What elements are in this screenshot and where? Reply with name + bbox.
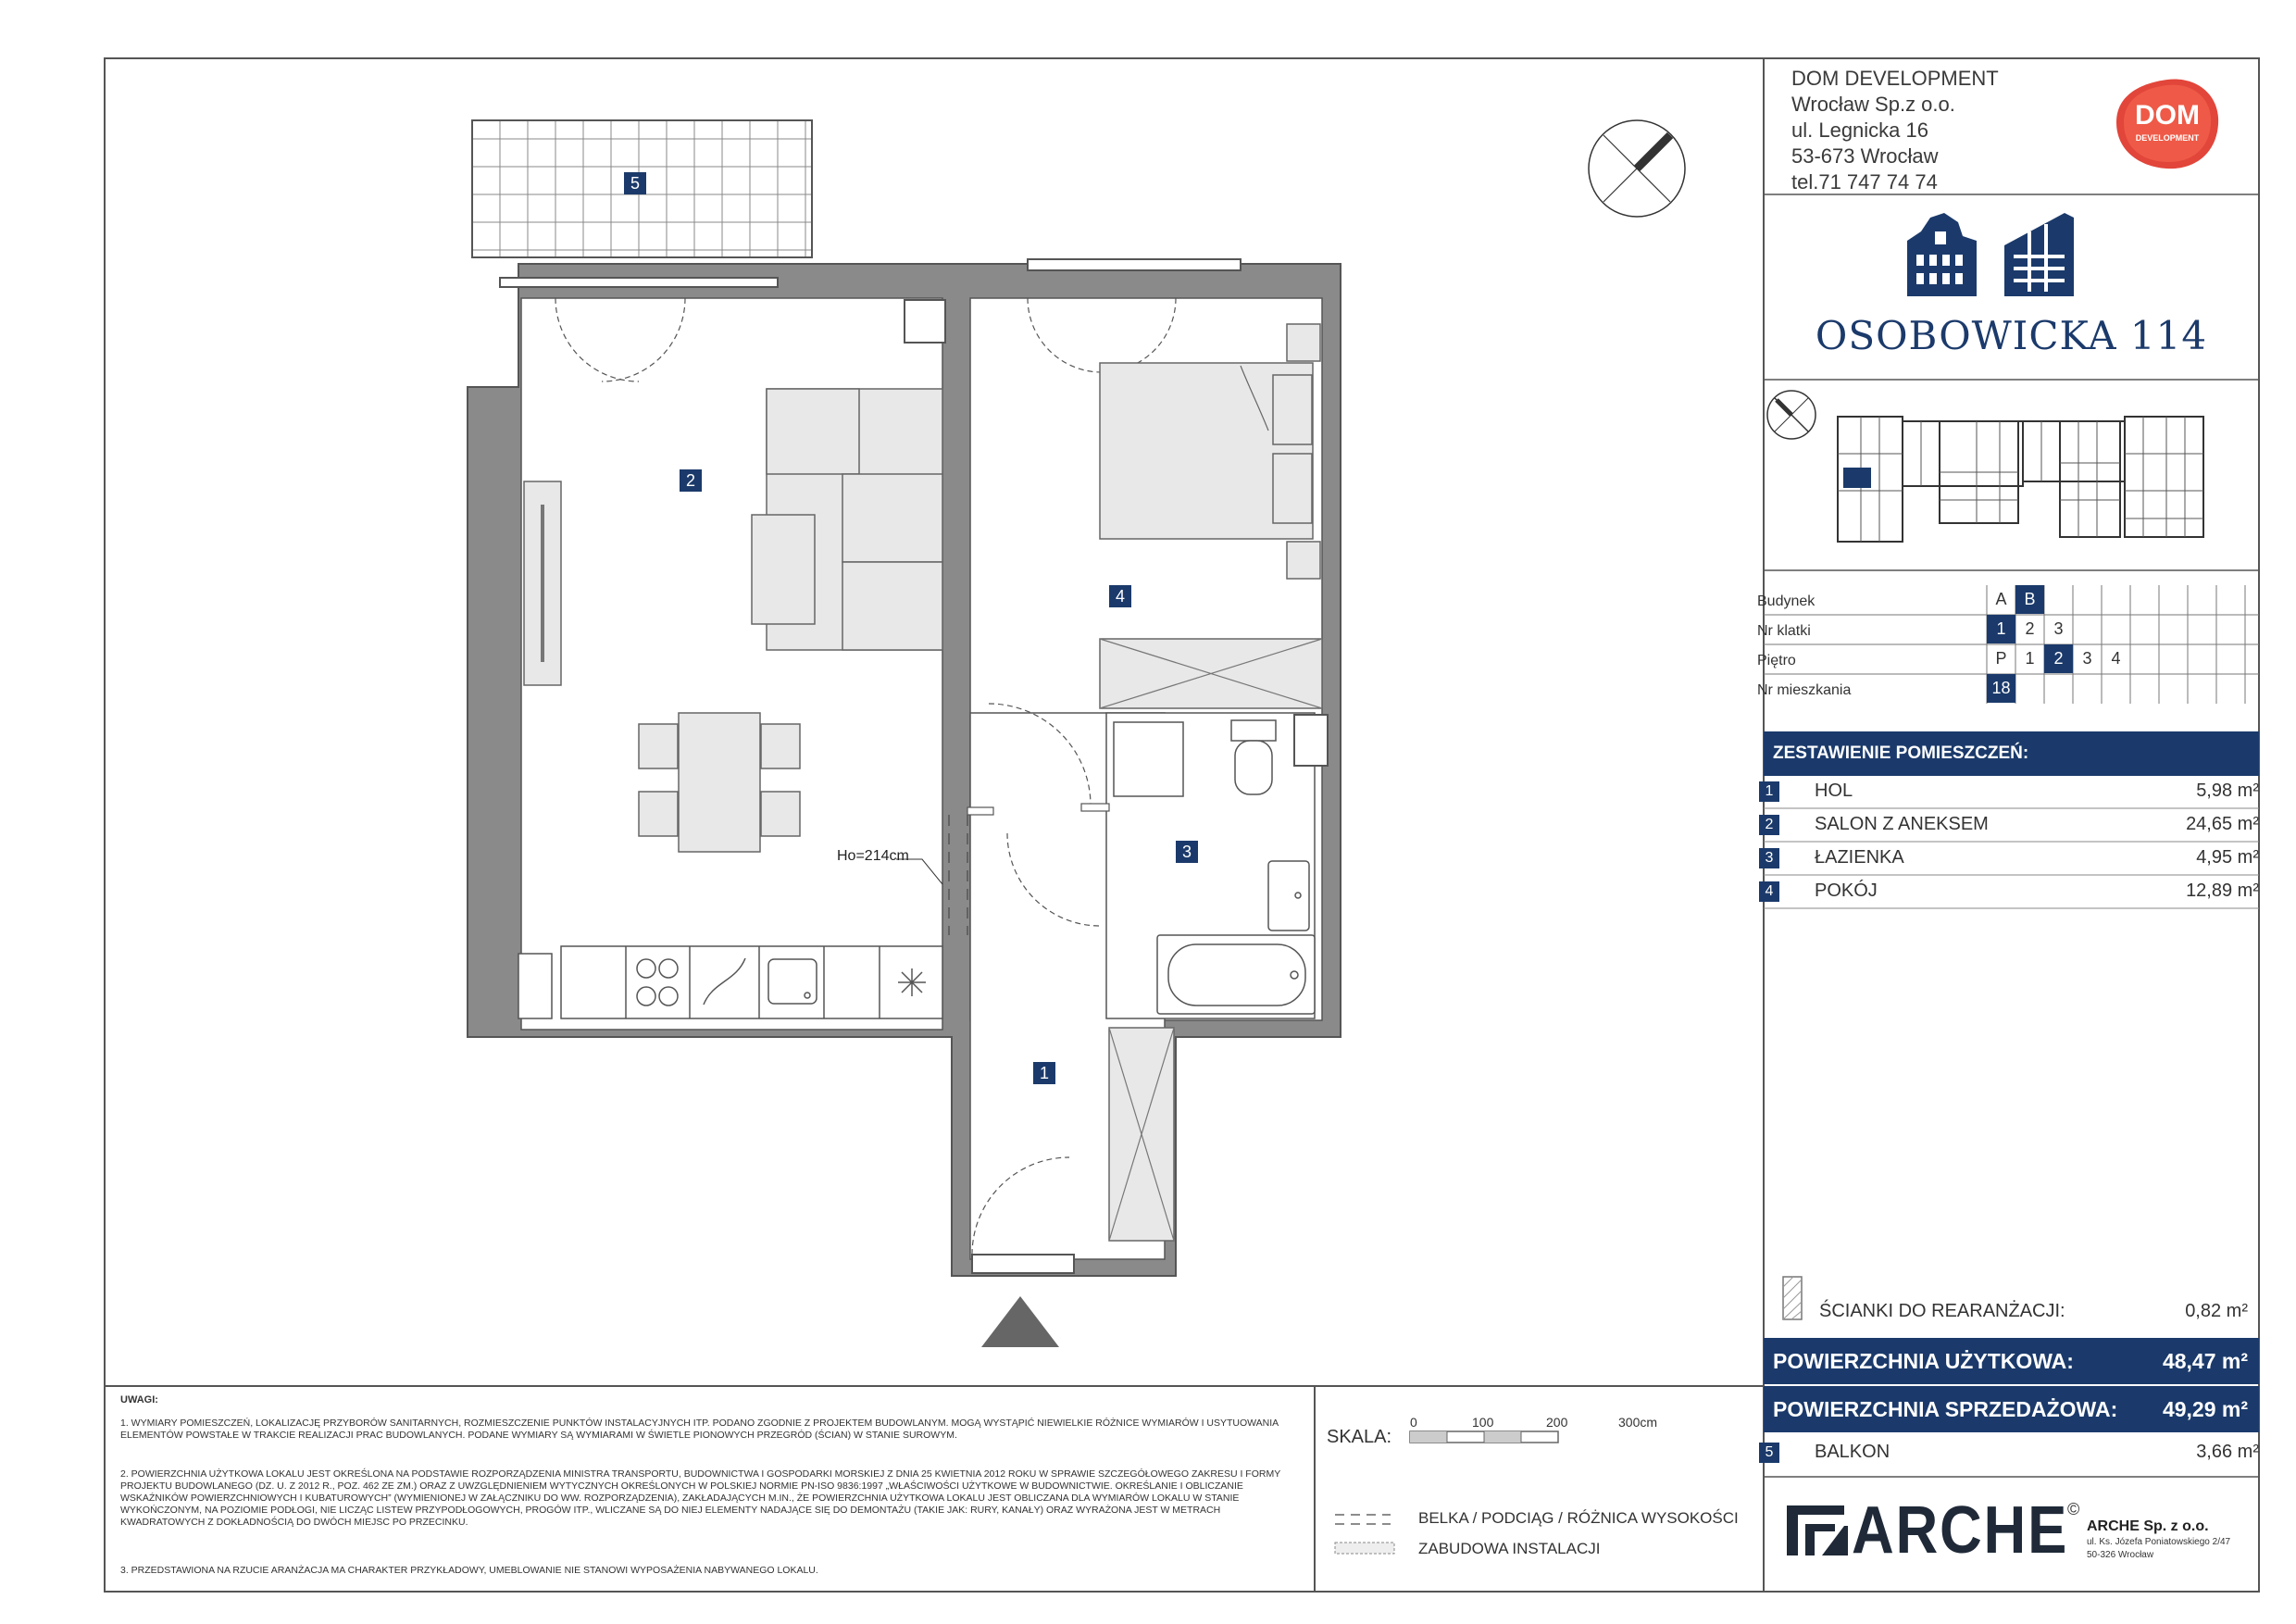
room-row-balkon <box>1759 1437 2259 1468</box>
salon-window <box>500 278 778 287</box>
sprzedazowa-label: POWIERZCHNIA SPRZEDAŻOWA: <box>1773 1397 2118 1421</box>
arche-copyright-mark: © <box>2067 1500 2080 1518</box>
pietro-option-2: 2 <box>2044 644 2073 673</box>
scale-bar <box>1409 1430 1562 1445</box>
entrance-arrow-icon <box>981 1296 1059 1347</box>
uzytkowa-bar <box>1764 1338 2259 1384</box>
company-phone: tel.71 747 74 74 <box>1791 170 1938 194</box>
room-name: HOL <box>1815 781 1853 801</box>
height-note: Ho=214cm <box>837 848 909 864</box>
room-area: 24,65 m² <box>2186 814 2259 834</box>
bathroom-shaft <box>1294 715 1328 766</box>
rooms-separators <box>1764 776 2259 911</box>
washbasin <box>1268 861 1309 931</box>
room-label-2: 2 <box>680 469 702 492</box>
project-title: OSOBOWICKA 114 <box>1815 313 2208 358</box>
mieszkanie-label: Nr mieszkania <box>1757 682 1852 698</box>
company-name: DOM DEVELOPMENT <box>1791 67 1999 90</box>
scale-tick-0: 0 <box>1410 1415 1417 1430</box>
arche-address-1: ul. Ks. Józefa Poniatowskiego 2/47 <box>2087 1537 2231 1547</box>
room-label-1: 1 <box>1033 1062 1055 1084</box>
klatka-label: Nr klatki <box>1757 623 1811 639</box>
arche-company-name: ARCHE Sp. z o.o. <box>2087 1518 2209 1534</box>
legend-icons <box>1333 1509 1398 1561</box>
legend-belka-label: BELKA / PODCIĄG / RÓŻNICA WYSOKOŚCI <box>1418 1509 1739 1527</box>
scianki-hatch-icon <box>1782 1276 1803 1320</box>
arche-logo-mark-icon <box>1785 1502 1850 1557</box>
klatka-option-2: 2 <box>2025 619 2035 638</box>
scianki-value: 0,82 m² <box>2185 1301 2248 1321</box>
budynek-option-b: B <box>2015 585 2044 614</box>
coffee-table <box>752 515 815 624</box>
budynek-option-a: A <box>1995 590 2007 608</box>
logo-dom-text: DOM <box>2135 100 2200 131</box>
scale-label: SKALA: <box>1327 1427 1392 1447</box>
toilet-bowl <box>1235 741 1272 794</box>
room-number: 2 <box>1759 815 1779 835</box>
note-3: 3. PRZEDSTAWIONA NA RZUCIE ARANŻACJA MA CHARAKTER PRZYKŁADOWY, UMEBLOWANIE NIE STANOWI WYPOSAŻENIA NABYWANEGO LOKALU. <box>120 1565 818 1576</box>
sprzedazowa-bar <box>1764 1386 2259 1432</box>
kitchen-counter <box>561 946 942 1018</box>
key-plan-compass-icon <box>1767 391 1816 439</box>
uzytkowa-label: POWIERZCHNIA UŻYTKOWA: <box>1773 1349 2074 1373</box>
room-name: POKÓJ <box>1815 881 1878 901</box>
room-area: 4,95 m² <box>2196 847 2259 868</box>
company-subname: Wrocław Sp.z o.o. <box>1791 93 1955 116</box>
room-area: 5,98 m² <box>2196 781 2259 801</box>
room-label-4: 4 <box>1109 585 1131 607</box>
pietro-option-4: 4 <box>2111 649 2121 668</box>
room-name: SALON Z ANEKSEM <box>1815 814 1989 834</box>
note-1: 1. WYMIARY POMIESZCZEŃ, LOKALIZACJĘ PRZYBORÓW SANITARNYCH, ROZMIESZCZENIE PUNKTÓW INSTALACYJNYCH ITP. PODANO ZGODNIE Z PROJEKTEM BUDOWLANYM. MOGĄ WYSTĄPIĆ NIEWIELKIE RÓŻNICE WYMIARÓW I USYTUOWANIA ELEMENTÓW POWSTAŁE W TRAKCIE REALIZACJI PRAC BUDOWLANYCH. PODANE WYMIARY SĄ WYMIARAMI W ŚWIETLE PIONOWYCH PRZEGRÓD (ŚCIAN) W STANIE SUROWYM. <box>120 1418 1279 1441</box>
room-number: 5 <box>1759 1443 1779 1463</box>
compass-icon <box>1589 120 1685 217</box>
dom-development-logo <box>2113 76 2222 172</box>
sprzedazowa-value: 49,29 m² <box>2162 1397 2248 1421</box>
key-plan-highlight <box>1843 468 1871 488</box>
company-city: 53-673 Wrocław <box>1791 144 1939 168</box>
uzytkowa-value: 48,47 m² <box>2162 1349 2248 1373</box>
klatka-option-3: 3 <box>2053 619 2064 638</box>
scale-tick-100: 100 <box>1472 1415 1494 1430</box>
room-number: 4 <box>1759 881 1779 902</box>
room-name: BALKON <box>1815 1442 1890 1462</box>
scianki-label: ŚCIANKI DO REARANŻACJI: <box>1819 1301 2065 1321</box>
room-label-5: 5 <box>624 172 646 194</box>
entrance-threshold <box>972 1255 1074 1273</box>
room-name: ŁAZIENKA <box>1815 847 1904 868</box>
arche-logo-text: ARCHE <box>1852 1493 2069 1568</box>
pokoj-window <box>1028 259 1241 270</box>
logo-development-text: DEVELOPMENT <box>2135 133 2200 143</box>
rooms-header: ZESTAWIENIE POMIESZCZEŃ: <box>1764 731 2259 776</box>
notes-title: UWAGI: <box>120 1394 158 1405</box>
room-area: 3,66 m² <box>2196 1442 2259 1462</box>
key-plan <box>1764 380 2259 570</box>
washing-machine <box>1114 722 1183 796</box>
arche-address-2: 50-326 Wrocław <box>2087 1550 2154 1560</box>
pietro-option-3: 3 <box>2082 649 2092 668</box>
buildings-illustration-icon <box>1889 204 2083 301</box>
ventilation-shaft <box>905 300 945 343</box>
room-area: 12,89 m² <box>2186 881 2259 901</box>
scale-tick-300: 300cm <box>1618 1415 1658 1430</box>
pietro-label: Piętro <box>1757 653 1796 668</box>
pietro-option-p: P <box>1995 649 2007 668</box>
dining-table <box>679 713 760 852</box>
budynek-label: Budynek <box>1757 593 1816 609</box>
legend-zabudowa-label: ZABUDOWA INSTALACJI <box>1418 1540 1601 1557</box>
room-label-3: 3 <box>1176 841 1198 863</box>
company-street: ul. Legnicka 16 <box>1791 119 1928 142</box>
room-number: 3 <box>1759 848 1779 868</box>
klatka-option-1: 1 <box>1987 615 2015 643</box>
pietro-option-1: 1 <box>2025 649 2035 668</box>
mieszkanie-value: 18 <box>1987 674 2015 703</box>
note-2: 2. POWIERZCHNIA UŻYTKOWA LOKALU JEST OKREŚLONA NA PODSTAWIE ROZPORZĄDZENIA MINISTRA TRANSPORTU, BUDOWNICTWA I GOSPODARKI MORSKIEJ Z DNIA 25 KWIETNIA 2012 ROKU W SPRAWIE SZCZEGÓŁOWEGO ZAKRESU I FORMY PROJEKTU BUDOWLANEGO (DZ. U. Z 2012 R., POZ. 462 ZE ZM.) ORAZ Z UWZGLĘDNIENIEM WYTYCZNYCH OKREŚLONYCH W POLSKIEJ NORMIE PN-ISO 9836:1997 „WŁAŚCIWOŚCI UŻYTKOWE W BUDOWNICTWIE. OKREŚLANIE I OBLICZANIE WSKAŹNIKÓW POWIERZCHNIOWYCH I KUBATUROWYCH” (WYMIENIONEJ W ZAŁĄCZNIKU DO WW. ROZPORZĄDZENIA), ZAKŁADAJĄCYCH M.IN., ŻE POWIERZCHNIA UŻYTKOWA LOKALU JEST OBLICZANA DLA WYMIARÓW LOKALU W STANIE WYKOŃCZONYM, NA POZIOMIE PODŁOGI, NIE LICZĄC LISTEW PRZYPODŁOGOWYCH, PROGÓW ITP., WLICZANE SĄ DO NIEJ ELEMENTY NADAJĄCE SIĘ DO DEMONTAŻU (TAKIE JAK: RURY, KANAŁY) ORAZ WYRAŻONA JEST W METRACH KWADRATOWYCH Z DOKŁADNOŚCIĄ DO DWÓCH MIEJSC PO PRZECINKU. <box>120 1468 1281 1528</box>
room-number: 1 <box>1759 781 1779 802</box>
scale-tick-200: 200 <box>1546 1415 1568 1430</box>
toilet-tank <box>1231 720 1276 741</box>
